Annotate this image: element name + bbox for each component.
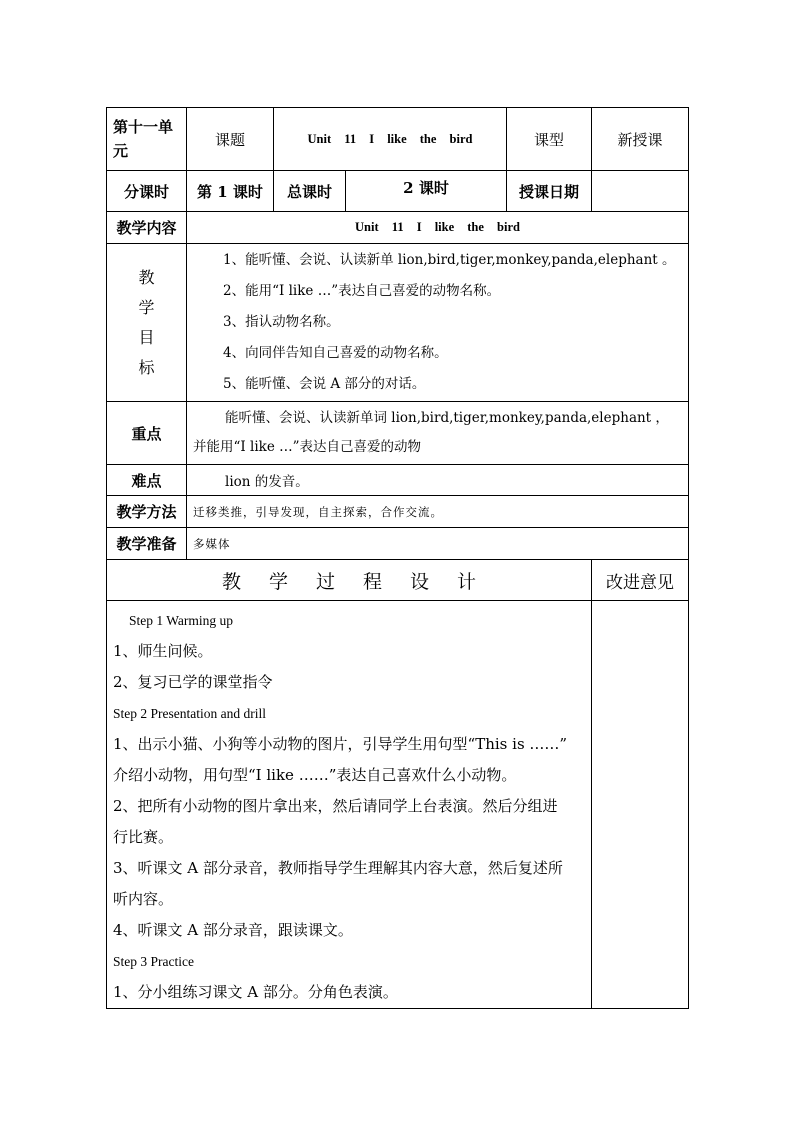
difficulty-label: 难点 xyxy=(107,465,187,496)
total-value: 2 课时 xyxy=(346,171,507,212)
process-line: 听内容。 xyxy=(113,890,174,908)
key-points-line: 能听懂、会说、认读新单词 lion,bird,tiger,monkey,panda,elephant ， xyxy=(225,410,669,426)
date-value xyxy=(592,171,689,212)
process-line: 1、分小组练习课文 A 部分。分角色表演。 xyxy=(113,983,398,1001)
difficulty-value: lion 的发音。 xyxy=(187,465,689,496)
key-points-label: 重点 xyxy=(107,402,187,465)
goal-item: 3、指认动物名称。 xyxy=(223,314,340,330)
process-line: 4、听课文 A 部分录音，跟读课文。 xyxy=(113,921,353,939)
process-line: 3、听课文 A 部分录音，教师指导学生理解其内容大意，然后复述所 xyxy=(113,859,563,877)
topic-value: Unit 11 I like the bird xyxy=(274,108,507,171)
type-label: 课型 xyxy=(507,108,592,171)
method-label: 教学方法 xyxy=(107,496,187,528)
goal-item: 1、能听懂、会说、认读新单 lion,bird,tiger,monkey,panda,elephant 。 xyxy=(223,252,676,268)
goals-list xyxy=(187,244,689,402)
process-step: Step 1 Warming up xyxy=(129,613,234,628)
total-label: 总课时 xyxy=(274,171,346,212)
improve-label: 改进意见 xyxy=(592,560,689,601)
schedule-row xyxy=(107,171,689,212)
method-value: 迁移类推，引导发现，自主探索，合作交流。 xyxy=(187,496,689,528)
design-header-row xyxy=(107,560,689,601)
design-title-char: 教 xyxy=(221,570,241,593)
lesson-label: 分课时 xyxy=(107,171,187,212)
goals-label-char: 教 xyxy=(138,267,155,287)
process-step: Step 3 Practice xyxy=(113,954,194,969)
design-title-char: 设 xyxy=(410,570,430,593)
goal-item: 5、能听懂、会说 A 部分的对话。 xyxy=(223,376,426,392)
design-title-char: 学 xyxy=(268,570,288,593)
prep-value: 多媒体 xyxy=(187,528,689,560)
content-label: 教学内容 xyxy=(107,212,187,244)
type-value: 新授课 xyxy=(592,108,689,171)
process-line: 介绍小动物，用句型“I like ……”表达自己喜欢什么小动物。 xyxy=(113,766,517,784)
design-title xyxy=(107,560,592,601)
goal-item: 2、能用“I like …”表达自己喜爱的动物名称。 xyxy=(223,283,501,299)
process-line: 行比赛。 xyxy=(113,828,174,846)
process-line: 2、复习已学的课堂指令 xyxy=(113,673,273,691)
key-points-value xyxy=(187,402,689,465)
process-step: Step 2 Presentation and drill xyxy=(113,706,266,721)
goals-row xyxy=(107,244,689,402)
unit-cell: 第十一单元 xyxy=(107,108,187,171)
design-title-char: 计 xyxy=(457,570,477,593)
process-line: 2、把所有小动物的图片拿出来，然后请同学上台表演。然后分组进 xyxy=(113,797,558,815)
design-title-char: 过 xyxy=(315,570,335,593)
lesson-value: 第 1 课时 xyxy=(187,171,274,212)
process-line: 1、出示小猫、小狗等小动物的图片，引导学生用句型“This is ……” xyxy=(113,735,568,753)
process-content xyxy=(107,601,592,1009)
difficulty-row xyxy=(107,465,689,496)
content-value: Unit 11 I like the bird xyxy=(187,212,689,244)
goals-label-char: 目 xyxy=(138,327,155,347)
key-points-row xyxy=(107,402,689,465)
key-points-line: 并能用“I like …”表达自己喜爱的动物 xyxy=(193,439,422,455)
design-title-char: 程 xyxy=(363,570,383,593)
date-label: 授课日期 xyxy=(507,171,592,212)
topic-label: 课题 xyxy=(187,108,274,171)
process-line: 1、师生问候。 xyxy=(113,642,213,660)
method-row xyxy=(107,496,689,528)
goal-item: 4、向同伴告知自己喜爱的动物名称。 xyxy=(223,345,448,361)
goals-label xyxy=(107,244,187,402)
goals-label-char: 标 xyxy=(138,357,155,377)
process-row xyxy=(107,601,689,1009)
header-row xyxy=(107,108,689,171)
improve-notes xyxy=(592,601,689,1009)
content-row xyxy=(107,212,689,244)
prep-row xyxy=(107,528,689,560)
lesson-plan-table xyxy=(106,107,689,1009)
prep-label: 教学准备 xyxy=(107,528,187,560)
goals-label-char: 学 xyxy=(138,297,155,317)
